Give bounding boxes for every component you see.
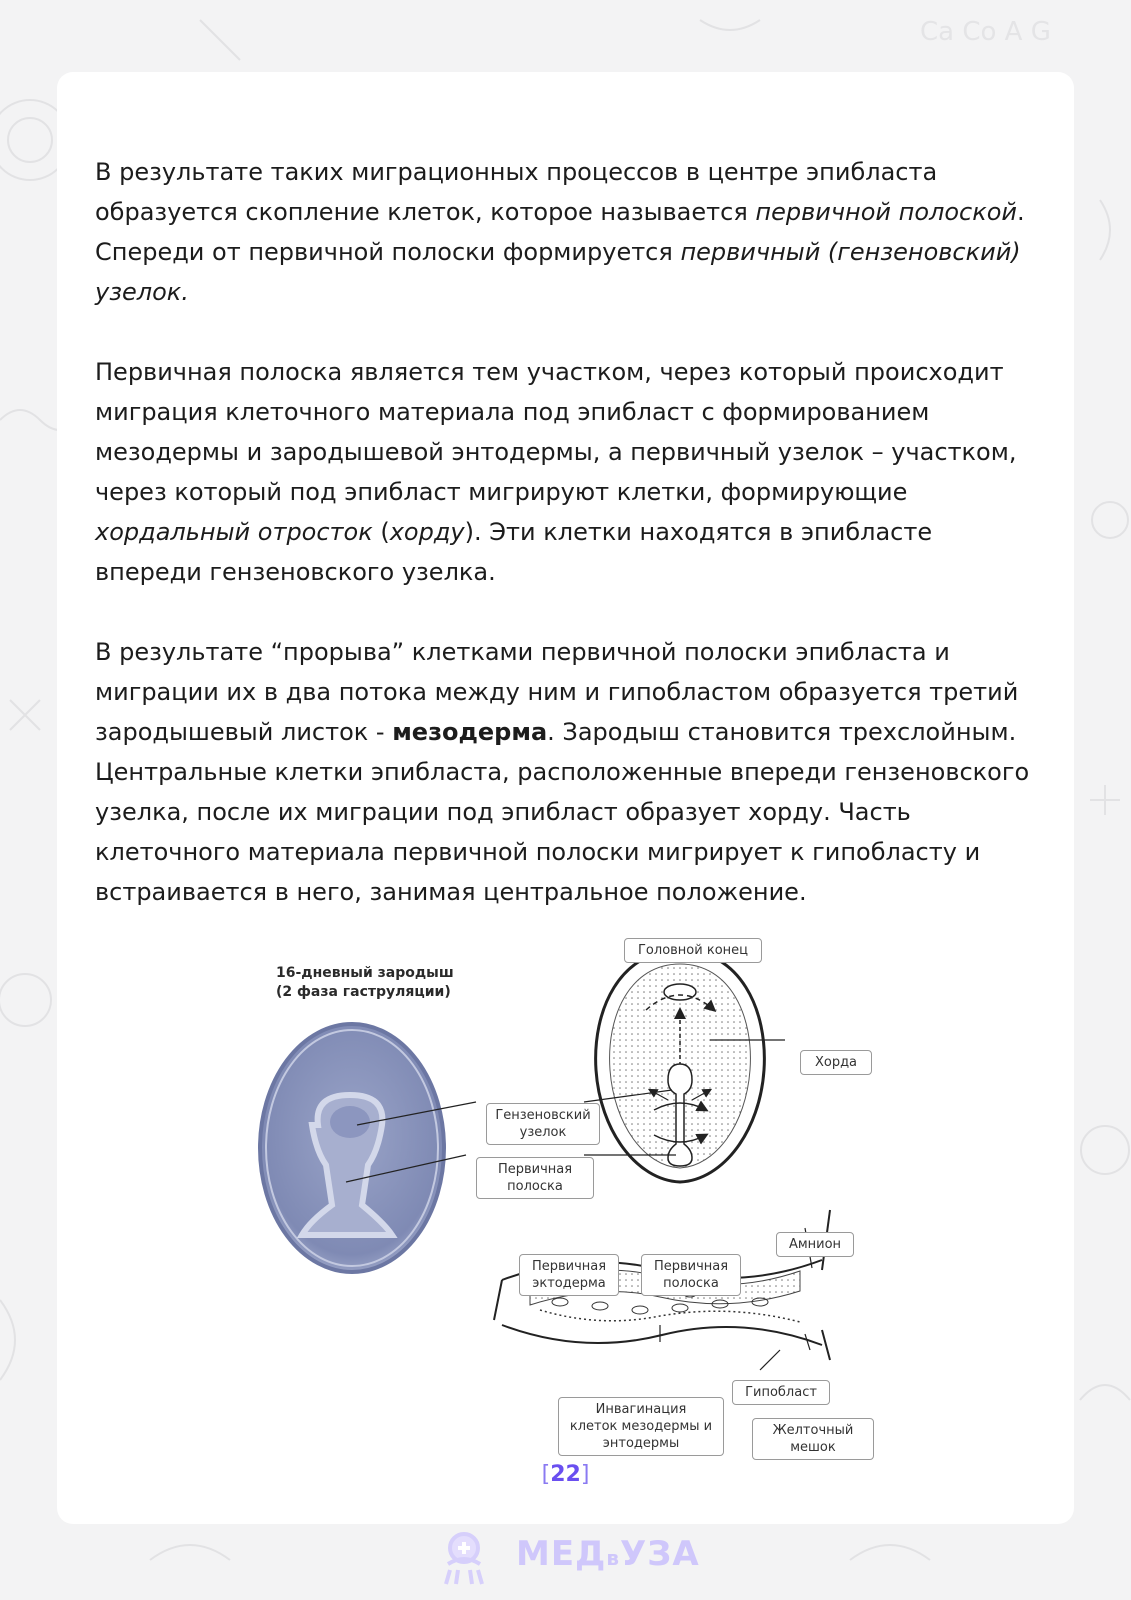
paragraph-3	[95, 632, 1045, 912]
text-block	[95, 152, 1045, 952]
paragraph-1-run-2: первичной полоской	[755, 198, 1017, 226]
paragraph-1	[95, 152, 1045, 312]
label-yolk-sac: Желточный мешок	[752, 1418, 874, 1460]
figure-title	[276, 964, 496, 1002]
label-primary-ectoderm: Первичная эктодерма	[519, 1254, 619, 1296]
embryo-outline-diagram	[596, 950, 765, 1182]
logo-text: МЕДвУЗА	[516, 1534, 700, 1574]
paragraph-2-run-2: хордальный отросток	[95, 518, 373, 546]
label-head-end: Головной конец	[624, 938, 762, 963]
label-notochord: Хорда	[800, 1050, 872, 1075]
label-invagination: Инвагинация клеток мезодермы и энтодермы	[558, 1397, 724, 1456]
paragraph-1-run-1: В результате таких миграционных процессов в центре эпибласта образуется скопление клеток, которое называется	[95, 158, 938, 226]
embryo-photo	[260, 1024, 444, 1272]
paragraph-2-run-4: хорду	[389, 518, 465, 546]
figure-title-line-1: 16-дневный зародыш	[276, 965, 454, 981]
figure-title-line-2: (2 фаза гаструляции)	[276, 984, 451, 1000]
paragraph-2-run-5: ). Эти клетки находятся в эпибласте впереди гензеновского узелка.	[95, 518, 933, 586]
label-primary-streak-bottom: Первичная полоска	[641, 1254, 741, 1296]
paragraph-2	[95, 352, 1045, 592]
paragraph-3-run-3: . Зародыш становится трехслойным. Центральные клетки эпибласта, расположенные впереди гензеновского узелка, после их миграции под эпибласт образует хорду. Часть клеточного материала первичной полоски мигрирует к гипобласту и встраивается в него, занимая центральное положение.	[95, 718, 1030, 906]
paragraph-1-run-4: первичный (гензеновский) узелок.	[95, 238, 1021, 306]
label-hensen-node: Гензеновский узелок	[486, 1103, 600, 1145]
paragraph-1-run-3: . Спереди от первичной полоски формируется	[95, 198, 1025, 266]
page-number: [22]	[541, 1462, 590, 1487]
paragraph-3-run-2: мезодерма	[392, 718, 548, 746]
paragraph-3-run-1: В результате “прорыва” клетками первичной полоски эпибласта и миграции их в два потока между ним и гипобластом образуется третий зародышевый листок -	[95, 638, 1019, 746]
label-hypoblast: Гипобласт	[732, 1380, 830, 1405]
label-amnion: Амнион	[776, 1232, 854, 1257]
svg-text:Ca Co A G: Ca Co A G	[920, 17, 1051, 47]
label-primitive-streak: Первичная полоска	[476, 1157, 594, 1199]
paragraph-2-run-3: (	[372, 518, 390, 546]
page-number-value: 22	[550, 1462, 581, 1487]
paragraph-2-run-1: Первичная полоска является тем участком, через который происходит миграция клеточного материала под эпибласт с формированием мезодермы и зародышевой энтодермы, а первичный узелок – участком, через который под эпибласт мигрируют клетки, формирующие	[95, 358, 1017, 506]
